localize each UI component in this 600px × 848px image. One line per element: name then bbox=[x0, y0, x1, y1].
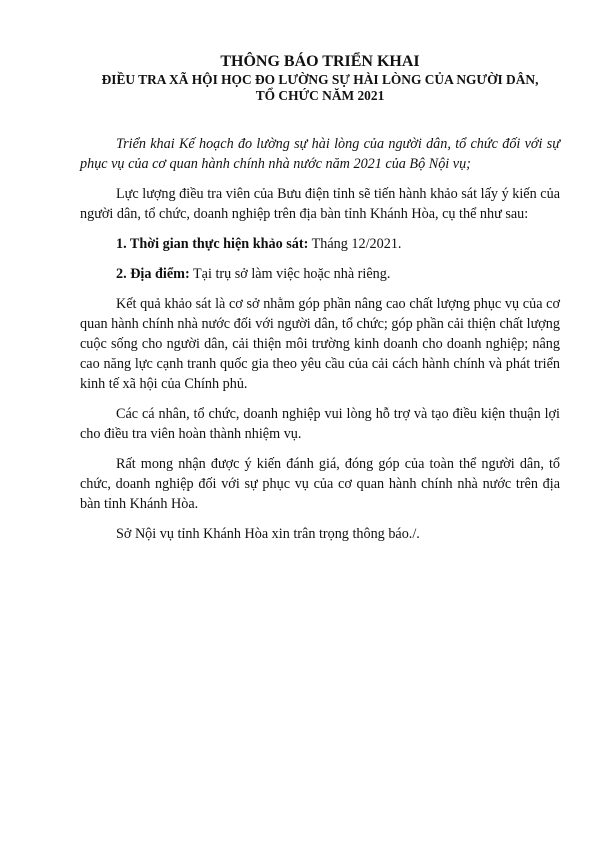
item-location bbox=[80, 264, 560, 284]
item-location-value: Tại trụ sở làm việc hoặc nhà riêng. bbox=[189, 266, 391, 282]
paragraph-survey-force: Lực lượng điều tra viên của Bưu điện tỉnh sẽ tiến hành khảo sát lấy ý kiến của người dân, tổ chức, doanh nghiệp trên địa bàn tỉnh Khánh Hòa, cụ thể như sau: bbox=[80, 186, 560, 222]
closing-line: Sở Nội vụ tỉnh Khánh Hòa xin trân trọng thông báo./. bbox=[116, 526, 420, 542]
item-location-label: 2. Địa điểm: bbox=[116, 266, 190, 282]
title-spacer bbox=[80, 104, 560, 134]
document-subtitle-line1: ĐIỀU TRA XÃ HỘI HỌC ĐO LƯỜNG SỰ HÀI LÒNG CỦA NGƯỜI DÂN, bbox=[101, 72, 539, 87]
document-title: THÔNG BÁO TRIỂN KHAI bbox=[220, 53, 420, 70]
document-page bbox=[80, 52, 560, 554]
item-survey-time bbox=[80, 234, 560, 254]
paragraph-feedback-request: Rất mong nhận được ý kiến đánh giá, đóng góp của toàn thể người dân, tổ chức, doanh nghiệp đối với sự phục vụ của cơ quan hành chính nhà nước trên địa bàn tỉnh Khánh Hòa. bbox=[80, 456, 560, 512]
intro-paragraph: Triển khai Kế hoạch đo lường sự hài lòng của người dân, tổ chức đối với sự phục vụ của cơ quan hành chính nhà nước năm 2021 của Bộ Nội vụ; bbox=[80, 136, 560, 172]
paragraph-support-request: Các cá nhân, tổ chức, doanh nghiệp vui lòng hỗ trợ và tạo điều kiện thuận lợi cho điều tra viên hoàn thành nhiệm vụ. bbox=[80, 406, 560, 442]
item-survey-time-value: Tháng 12/2021. bbox=[308, 236, 402, 252]
paragraph-survey-purpose: Kết quả khảo sát là cơ sở nhằm góp phần nâng cao chất lượng phục vụ của cơ quan hành chính nhà nước đối với người dân, tổ chức; góp phần cải thiện chất lượng cuộc sống cho người dân, cải thiện môi trường kinh doanh cho doanh nghiệp; nâng cao năng lực cạnh tranh quốc gia theo yêu cầu của cải cách hành chính và phát triển kinh tế xã hội của Chính phủ. bbox=[80, 296, 560, 392]
document-subtitle-line2: TỔ CHỨC NĂM 2021 bbox=[255, 88, 385, 103]
item-survey-time-label: 1. Thời gian thực hiện khảo sát: bbox=[116, 236, 309, 252]
